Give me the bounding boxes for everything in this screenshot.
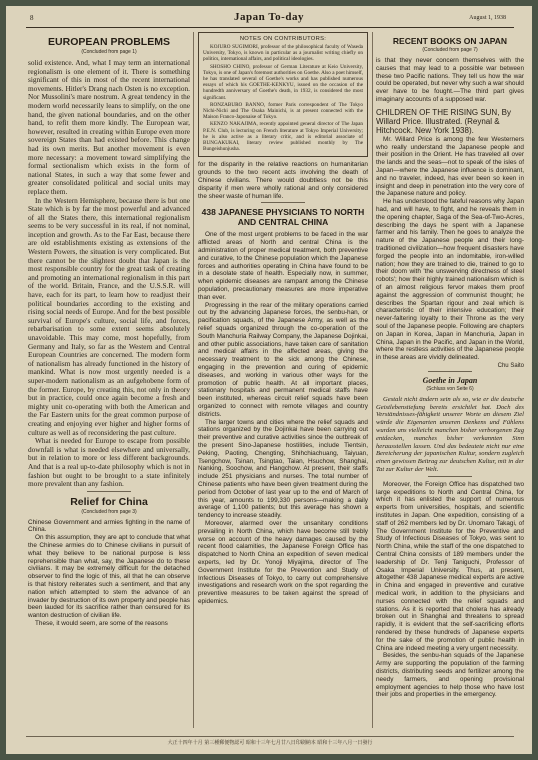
continuation-note: (Concluded from page 3)	[81, 508, 137, 515]
page-header	[6, 6, 532, 28]
continuation-note: (Concluded from page 1)	[81, 49, 137, 55]
issue-date: August 1, 1938	[469, 15, 506, 21]
german-paragraph: Gestalt nicht ändern sein als so, wie er die deutsche Geistlebenstiefung bereits ersichtlet hat. Doch des Verständnisses-fähigkeit unserer Worte an diesem Ziel würde die Eigenarten unseren Denkens und Fühlens wurden uns vielleicht manchen bisher verborgenen Zug entdecken, manches bisher verkannten Sinn herausstellen lassen. Und das bedeutete nicht nur eine Bereicherung der japanischen Kultur, sondern zugleich einen gewissen Beitrag zur deutschen Kultur, mit in der Tat zur Kultur der Welt.	[376, 395, 524, 474]
section-rule	[428, 476, 472, 477]
article-paragraph: Mr. Willard Price is among the few Westerners who really understand the Japanese people and their position in the Orient. He has traveled all over the lands and the seas—not to speak of the isles of Japan—where the Japanese influence is dominant, and no traveler, indeed, has ever been so keen in insight and deep in penetration into the very core of the Japanese nature and policy.	[376, 135, 524, 198]
book-title: CHILDREN OF THE RISING SUN, By Willard Price. Illustrated. (Reynal & Hitchcock. New York 1938).	[376, 107, 511, 135]
newspaper-page	[6, 6, 532, 754]
article-title-relief-for-china: Relief for China	[70, 495, 148, 508]
review-signature: Chu Saito	[497, 362, 524, 369]
article-paragraph: is that they never concern themselves with the causes that may lead to a possible war between these two Pacific nations. They tell us how the war could be operated, but never why such a war should ever have to be fought.—The third part gives imaginary accounts of a supposed war.	[376, 57, 524, 103]
article-paragraph: He has understood the fateful reasons why Japan had, and will have, to fight, and he reveals them in the opening chapter, Saga of the Sea-of-Two-Acres, describing the days he spent with a Japanese farmer and his family. Then he goes to analyze the nature of the Japanese people and their long-traditioned civilization—how frequent disasters have forged the people into an indomitable, iron-willed nation; how they are trained to die, trained to go to their doom with 'the unswerving directness of steel robots'; how their highly trained nationalism which is of an almost religious fervor makes them proof against the aggression of communist thought; he describes the Spartan rigour and zeal which is characteristic of their intensive education; their never-faltering loyalty to their Throne as the very soul of the Japanese people. Following are chapters on Japan in Korea, Japan in Manchuria, Japan in China, Japan in the Pacific, and Japan in the World, where the restless activities of the Japanese people in these areas are vividly delineated.	[376, 198, 524, 362]
article-title-recent-books: RECENT BOOKS ON JAPAN	[392, 36, 508, 46]
contributor-note: RONZABURO BANNO, former Paris correspondent of The Tokyo Nichi-Nichi and The Osaka Mainichi, is at present connected with the Maison Franco-Japonaise of Tokyo.	[203, 101, 363, 121]
contributors-title: NOTES ON CONTRIBUTORS:	[239, 36, 327, 42]
article-paragraph: Moreover, the Foreign Office has dispatched two large expeditions to North and Central China, for which it has enlisted the support of numerous experts from universities, hospitals, and scientific institutes in Japan. One expedition, consisting of a staff of 262 members led by Dr. Unomaro Takagi, of The Government Institute for the Preventive and Study of Infectious Diseases of Tokyo, was sent to North China, while the staff of the one dispatched to Central China consists of 189 members under the leadership of Dr. Tenji Taniguchi, Professor of Osaka Imperial University. Thus, at present, altogether 438 Japanese medical experts are active in China and engaged in preventive and curative medical work, in addition to the physicians and nurses connected with the relief squads and stations. As it is reported that cholera has already broken out in Shanghai and threatens to spread rapidly, it is evident that the self-sacrificing efforts rendered by these hundreds of Japanese experts for the sake of the promotion of public health in China are indeed meeting a very urgent necessity.	[376, 480, 524, 652]
section-rule	[428, 371, 472, 372]
section-rule	[87, 491, 131, 492]
article-paragraph: These, it would seem, are some of the reasons	[35, 620, 168, 628]
page-number: 8	[30, 14, 34, 22]
continuation-note: (Concluded from page 7)	[422, 47, 478, 53]
article-title-physicians: 438 JAPANESE PHYSICIANS TO NORTH AND CENTRAL CHINA	[201, 207, 365, 228]
column-middle	[198, 32, 368, 606]
article-paragraph: What is needed for Europe to escape from possible downfall is what is needed elsewhere and universally, but in relation to more or less different backgrounds. And that is a real up-to-date philosophy which is not in fashion but ought to be brought to a state infinitely more prevalent than any fashion.	[28, 436, 190, 489]
article-paragraph: solid existence. And, what I may term an international regionalism is one element of it. There is something significant of this in most of the recent international movements. Hitler's Drang nach Osten is no exception. Nor Mussolini's mare nostrum. A great tendency in the modern world necessarily leans to simplify, on the one hand, the given national boundaries, and on the other hand, to refit them more kindly. The European war, however, resulted in creating within Europe even more sovereign States than had existed before. This change had its own merits. But another movement is even more necessary: a movement toward simplifying the formal sectionalism which exists in the form of national States, in such a way that some fewer and greater consolidated political and social units may replace them.	[28, 58, 190, 196]
imprint-footer: 大正十四年十月 第三種郵便物認可 昭和十三年七月廿八日印刷納本 昭和十三年八月一日發行	[26, 736, 514, 746]
header-rule	[26, 27, 514, 28]
article-paragraph: In the Western Hemisphere, because there is but one State which is by far the most powerful and advanced of all the States there, this international regionalism seems to be very successful in its real, if not nominal, inception and growth. As to the Far East, because there are old establishments existing as extensions of the Western Powers, the situation is very complicated. But there cannot be the slightest doubt that Japan is the most responsible country for the great task of creating and promoting an international regionalism in this part of the world. Britain, France, and the U.S.S.R. will have, each for its part, to learn how to readjust their political boundaries according to the existing and rising social needs of Europe. And for the best possible survival of Europe's culture, social life, and forces, rebarbarisation to some extent seems absolutely unavoidable. This may come, most hopefully, from Germany and Italy, so far as the Western and Central European Countries are concerned. The modern form of nationalism has already functioned in the history of mankind. What is now most urgently needed is a super-modern nationalism as an aufgehobene form of the former. Europe, by creating this, not only in theory but in practice, could once again become a fresh and mighty unit co-operating with both the American and the Far Eastern units for the great common purpose of creating and enjoying ever higher and higher forms of culture as well as of reconsidering the past culture.	[28, 195, 190, 437]
article-paragraph: Progressing in the rear of the military operations carried out by the advancing Japanese forces, the senbu-han, or pacification squads, of the Japanese Army, as well as the relief squads organized through the co-operation of the South Manchuria Railway Company, the Japanese Dojinkai, and other public associations, have taken care of sanitation and medical affairs in the affected areas, giving the necessary treatment to the sick among the Chinese, engaging in the prevention and curing of epidemic diseases, and working in various other ways for the promotion of public health. At all important places, stationary hospitals and permanent medical staffs have been instituted, whereas circuit relief squads have been organized to connect with remote villages and country districts.	[198, 301, 368, 418]
column-left	[28, 32, 190, 628]
article-paragraph: Moreover, alarmed over the unsanitary conditions prevailing in North China, which have become still trebly worse on account of the heavy damages caused by the recent flood calamities, the Japanese Foreign Office has dispatched to North China an expedition of seven medical experts, led by Dr. Yonoji Miyajima, director of The Government Institute for the Prevention and Study of Infectious Diseases of Tokyo, to carry out comprehensive investigations and research work on the spot regarding the preventive measures to be taken against the spread of epidemics.	[198, 519, 368, 605]
article-title-goethe: Goethe in Japan	[422, 375, 478, 385]
column-divider	[372, 32, 373, 728]
article-paragraph: Chinese Government and armies fighting in the name of China.	[28, 518, 190, 534]
column-divider	[193, 32, 194, 728]
continuation-note: (Schluss von Seite 6)	[426, 385, 474, 392]
article-paragraph: One of the most urgent problems to be faced in the war afflicted areas of North and central China is the administration of proper medical treatment, both preventive and curative, to the Chinese population which the Japanese forces and authorities operating in China have found to be in a desolate state of health. Especially now, in summer, when epidemic diseases are rampant among the Chinese population, precautionary measures are more imperative than ever.	[198, 231, 368, 301]
contributor-note: KOJURO SUGIMORI, professor of the philosophical faculty of Waseda University, Tokyo, is known in particular as a journalist writing chiefly on politics, international affairs, and political ideologies.	[203, 44, 363, 63]
article-paragraph: The larger towns and cities where the relief squads and stations organized by the Dojinkai have been carrying out their preventive and curative activities since the outbreak of the present Sino-Japanese hostilities, include Tientsin, Peking, Paoting, Chengting, Shihchiachuang, Taiyuan, Tsengchow, Tsinan, Tsingtao, Taian, Hsuchow, Shanghai, Nanking, Soochow, and Hangchow. At present, their staffs include 251 physicians and nurses. The total number of Chinese patients who have been given treatment during the period from October of last year up to the end of March of this year, amounts to 199,330 persons—making a daily average of 1,100 patients; but this average has shown a tendency to increase steadily.	[198, 418, 368, 520]
article-paragraph: Besides, the senbu-han squads of the Japanese Army are supporting the population of the farming districts, distributing seeds and fertilizer among the needy farmers, and opening provisional employment agencies to help those who have lost their jobs and properties in the emergency.	[376, 652, 524, 699]
contributor-note: KENZO NAKAJIMA, recently appointed general director of The Japan P.E.N. Club, is lecturing on French literature at Tokyo Imperial University; he is also active as a literary critic, and is editorial associate of BUNGAKUKAI, literary review published monthly by The Bungeishunjusha.	[203, 121, 363, 153]
article-title-european-problems: EUROPEAN PROBLEMS	[48, 36, 170, 48]
contributor-note: SHOSHO CHINO, professor of German Literature at Keio University, Tokyo, is one of Japan's foremost authorities on Goethe. Also a poet himself, he has translated several of Goethe's works and has published numerous essays of which his GOETHE-KENKYU, issued on the occasion of the hundredth anniversary of Goethe's death, in 1932, is considered the most significant.	[203, 63, 363, 101]
article-paragraph: On this assumption, they are apt to conclude that what the Chinese armies do to Chinese civilians in pursuit of what they believe to be national purpose is less reprehensible than what, say, the Japanese do to these civilians. It may be extremely difficult for the detached observer to find the logic of this, all that he can observe is that history reiterates such a sentiment, and that any nation which attempted to stem the advance of an invader by destruction of its own property and people has been lauded for its sacrifice rather than censured for its wanton destruction of civilian life.	[28, 534, 190, 620]
contributors-box	[198, 32, 368, 157]
section-rule	[261, 202, 305, 203]
column-right	[376, 32, 524, 699]
article-paragraph: for the disparity in the relative reactions on humanitarian grounds to the two recent acts involving the death of Chinese civilians. There would doubtless not be this disparity if men were wholly rational and only considered the sheer waste of human life.	[198, 161, 368, 200]
masthead: Japan To-day	[234, 11, 304, 23]
